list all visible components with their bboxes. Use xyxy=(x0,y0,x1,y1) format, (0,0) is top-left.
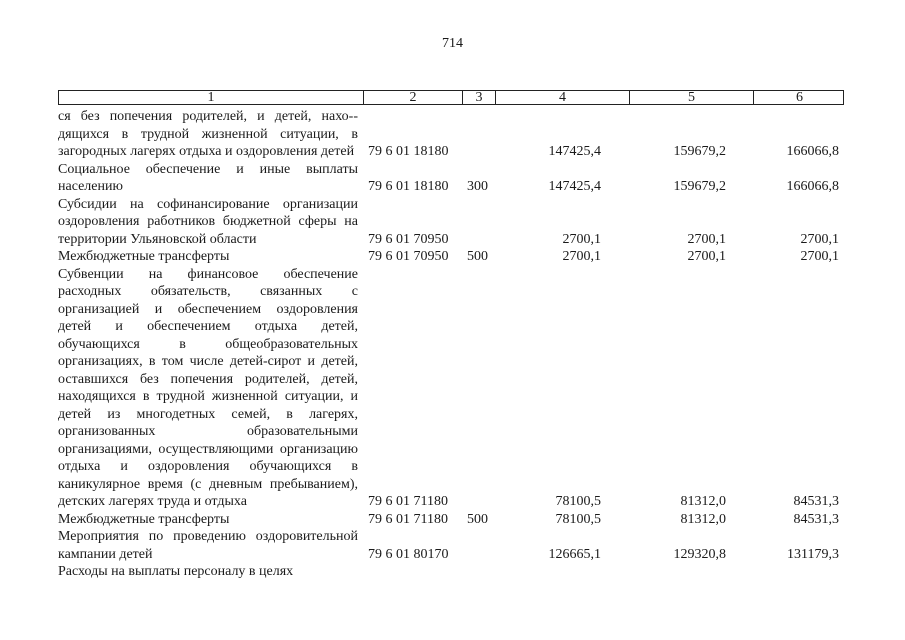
row-value-col6: 84531,3 xyxy=(793,511,839,527)
row-code: 79 6 01 70950 xyxy=(368,249,449,264)
row-description: Субсидии на софинансирование организации оздоровления работников бюджетной сферы на территории Ульяновской области xyxy=(58,196,358,247)
row-value-col4: 2700,1 xyxy=(562,231,601,247)
table-body xyxy=(58,108,844,581)
row-code: 79 6 01 18180 xyxy=(368,179,449,194)
row-code: 79 6 01 71180 xyxy=(368,511,448,527)
row-value-col4: 126665,1 xyxy=(548,546,601,562)
row-value-col5: 81312,0 xyxy=(680,511,726,527)
page-number: 714 xyxy=(442,36,463,51)
row-description: ся без попечения родителей, и детей, нахо-дящихся в трудной жизненной ситуации, в загородных лагерях отдыха и оздоровления детей xyxy=(58,109,358,159)
row-value-col6: 2700,1 xyxy=(800,231,839,247)
row-value-col5: 81312,0 xyxy=(680,494,726,509)
row-value-col4: 78100,5 xyxy=(555,511,601,527)
header-col-4: 4 xyxy=(496,91,630,104)
table-row xyxy=(58,563,844,581)
header-col-2: 2 xyxy=(364,91,463,104)
table-header xyxy=(58,90,844,105)
table-row xyxy=(58,161,844,196)
table-row xyxy=(58,108,844,161)
row-group: 500 xyxy=(467,249,488,264)
table-row xyxy=(58,528,844,563)
row-value-col5: 2700,1 xyxy=(687,249,726,264)
row-group: 500 xyxy=(467,511,488,527)
row-value-col4: 147425,4 xyxy=(548,179,601,194)
header-col-3: 3 xyxy=(463,91,496,104)
row-value-col6: 131179,3 xyxy=(787,546,839,562)
row-value-col4: 147425,4 xyxy=(548,144,601,159)
row-description: Субвенции на финансовое обеспечение расходных обязательств, связанных с организацией и обеспечением оздоровления детей и обеспечением отдыха детей, обучающихся в общеобразовательных организациях, в том числе детей-сирот и детей, оставшихся без попечения родителей, детей, находящихся в трудной жизненной ситуации, и детей из многодетных семей, в лагерях, организованных образовательными организациями, осуществляющими организацию отдыха и оздоровления обучающихся в каникулярное время (с дневным пребыванием), детских лагерях труда и отдыха xyxy=(58,266,358,509)
row-description: Межбюджетные трансферты xyxy=(58,511,230,527)
row-value-col4: 2700,1 xyxy=(562,249,601,264)
row-value-col6: 2700,1 xyxy=(800,249,839,264)
row-value-col6: 84531,3 xyxy=(793,494,839,509)
table-row xyxy=(58,248,844,266)
table-row xyxy=(58,266,844,511)
row-description: Мероприятия по проведению оздоровительной кампании детей xyxy=(58,529,358,562)
row-description: Социальное обеспечение и иные выплаты населению xyxy=(58,161,358,194)
table-row xyxy=(58,196,844,249)
row-code: 79 6 01 18180 xyxy=(368,144,449,159)
row-value-col5: 159679,2 xyxy=(673,144,726,159)
row-code: 79 6 01 80170 xyxy=(368,546,449,562)
row-value-col6: 166066,8 xyxy=(786,179,839,194)
row-value-col5: 159679,2 xyxy=(673,179,726,194)
row-description: Расходы на выплаты персоналу в целях xyxy=(58,564,294,579)
row-code: 79 6 01 71180 xyxy=(368,494,448,509)
row-value-col5: 129320,8 xyxy=(673,546,726,562)
header-col-5: 5 xyxy=(630,91,754,104)
table-row xyxy=(58,511,844,529)
row-value-col4: 78100,5 xyxy=(555,494,601,509)
row-code: 79 6 01 70950 xyxy=(368,231,449,247)
row-value-col6: 166066,8 xyxy=(786,144,839,159)
header-col-1: 1 xyxy=(59,91,364,104)
row-description: Межбюджетные трансферты xyxy=(58,249,230,264)
header-col-6: 6 xyxy=(796,90,803,105)
row-value-col5: 2700,1 xyxy=(687,231,726,247)
row-group: 300 xyxy=(467,179,488,194)
